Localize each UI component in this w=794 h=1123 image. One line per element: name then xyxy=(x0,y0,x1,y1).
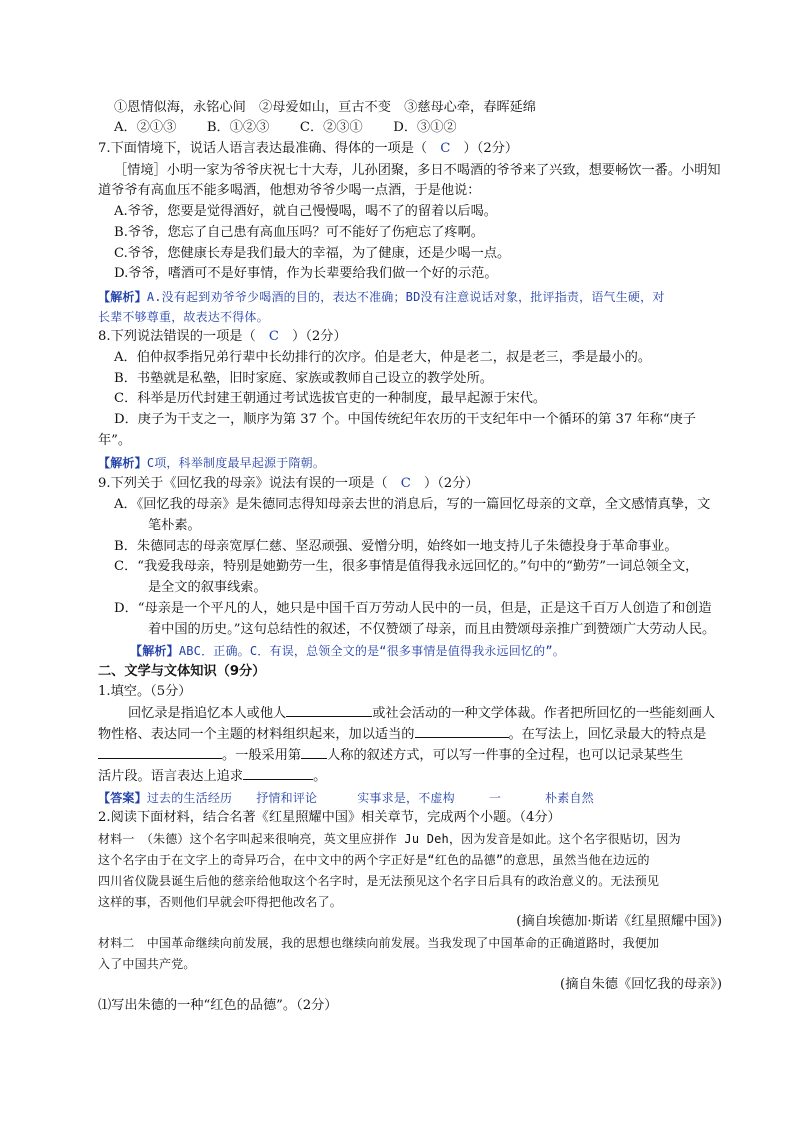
q7-stem xyxy=(98,139,738,159)
material-1-source: (摘自埃德加·斯诺《红星照耀中国》) xyxy=(516,914,722,929)
material-2-line-2: 入了中国共产党。 xyxy=(98,957,196,971)
q8-stem-post: ）（2分） xyxy=(278,329,347,344)
q7-stem-pre: 7.下面情境下，说话人语言表达最准确、得体的一项是（ xyxy=(98,141,441,156)
material-1-line-3: 四川省仪陇县诞生后他的慈亲给他取这个名字时，是无法预见这个名字日后具有的政治意义的。无法预见 xyxy=(98,874,660,888)
fill-para-line-2 xyxy=(98,724,738,745)
q9-stem-post: ）（2分） xyxy=(410,476,479,491)
q9-option-c-2: 是全文的叙事线索。 xyxy=(148,580,267,595)
q9-option-c-1: C．“我爱我母亲，特别是她勤劳一生，很多事情是值得我永远回忆的。”句中的“勤劳”一词总领全文， xyxy=(114,559,699,574)
fill-answer-3: 实事求是，不虚构 xyxy=(357,791,455,805)
fill-stem: 1.填空。（5分） xyxy=(98,684,192,699)
q9-answer: C xyxy=(400,476,411,491)
q9-analysis xyxy=(130,641,770,661)
q9-option-a-2: 笔朴素。 xyxy=(148,518,201,533)
fill-para-line-4 xyxy=(98,766,738,787)
material-1-line-4: 这样的事，否则他们早就会吓得把他改名了。 xyxy=(98,895,343,909)
fill-blank-3[interactable] xyxy=(98,745,222,759)
q8-option-b: B．书塾就是私塾，旧时家庭、家族或教师自己设立的教学处所。 xyxy=(114,371,493,386)
section-2-title: 二、文学与文体知识（9分） xyxy=(98,664,266,679)
q7-situation-2: 道爷爷有高血压不能多喝酒，他想劝爷爷少喝一点酒，于是他说： xyxy=(98,183,481,198)
q7-analysis-text-2: 长辈不够尊重，故表达不得体。 xyxy=(98,310,269,324)
q7-analysis-label: 【解析】 xyxy=(98,290,147,304)
material-1-line-2: 这个名字由于在文字上的奇异巧合，在中文中的两个字正好是“红色的品德”的意思，虽然当他在边远的 xyxy=(98,853,650,867)
fill-text-4a: 活片段。语言表达上追求 xyxy=(98,769,244,784)
material-2-source: (摘自朱德《回忆我的母亲》) xyxy=(560,977,722,992)
q7-option-a: A.爷爷，您要是觉得酒好，就自己慢慢喝，喝不了的留着以后喝。 xyxy=(114,204,497,219)
q9-option-d-2: 着中国的历史。”这句总结性的叙述，不仅赞颂了母亲，而且由赞颂母亲推广到赞颂广大劳动人民。 xyxy=(148,622,716,637)
q7-situation-1: ［情境］小明一家为爷爷庆祝七十大寿，儿孙团聚，多日不喝酒的爷爷来了兴致，想要畅饮一番。小明知 xyxy=(114,163,721,178)
fill-answer-1: 过去的生活经历 xyxy=(146,791,233,805)
q6-choices: A．②①③ B．①②③ C．②③① D．③①② xyxy=(114,120,457,135)
fill-answer-2: 抒情和评论 xyxy=(256,791,318,805)
reading-sub-question-1: ⑴写出朱德的一种“红色的品德”。（2分） xyxy=(98,998,338,1013)
fill-blank-4[interactable] xyxy=(301,745,327,759)
q8-option-d-2: 年”。 xyxy=(98,433,132,448)
q9-option-a-1: A．《回忆我的母亲》是朱德同志得知母亲去世的消息后，写的一篇回忆母亲的文章，全文感情真挚，文 xyxy=(114,497,711,512)
fill-answer-label: 【答案】 xyxy=(98,791,147,805)
q8-analysis-label: 【解析】 xyxy=(98,456,147,470)
fill-answer-4: 一 xyxy=(488,791,502,805)
q8-option-d-1: D．庚子为干支之一，顺序为第 37 个。中国传统纪年农历的干支纪年中一个循环的第 37 年称“庚子 xyxy=(114,412,696,427)
q9-stem xyxy=(98,474,738,494)
fill-para-line-3 xyxy=(98,745,738,766)
fill-blank-5[interactable] xyxy=(243,766,313,780)
fill-para-line-1 xyxy=(128,703,768,724)
q8-stem xyxy=(98,327,738,347)
fill-text-1b: 或社会活动的一种文学体裁。作者把所回忆的一些能刻画人 xyxy=(372,706,716,721)
q8-analysis-text: C项，科举制度最早起源于隋朝。 xyxy=(146,456,326,470)
q7-option-c: C.爷爷，您健康长寿是我们最大的幸福，为了健康，还是少喝一点。 xyxy=(114,246,511,261)
fill-text-2b: 。在写法上，回忆录最大的特点是 xyxy=(508,727,707,742)
fill-text-2a: 物性格、表达同一个主题的材料组织起来，加以适当的 xyxy=(98,727,415,742)
fill-text-3a: 。一般采用第 xyxy=(222,748,302,763)
reading-stem: 2.阅读下面材料，结合名著《红星照耀中国》相关章节，完成两个小题。（4分） xyxy=(98,810,561,825)
fill-answer-5: 朴素自然 xyxy=(545,791,594,805)
q9-option-d-1: D．“母亲是一个平凡的人，她只是中国千百万劳动人民中的一员，但是，正是这千百万人创造了和创造 xyxy=(114,601,712,616)
fill-blank-2[interactable] xyxy=(415,724,509,738)
q9-analysis-label: 【解析】 xyxy=(130,644,179,658)
q9-option-b: B．朱德同志的母亲宽厚仁慈、坚忍顽强、爱憎分明，始终如一地支持儿子朱德投身于革命事业。 xyxy=(114,539,678,554)
q8-answer: C xyxy=(268,329,279,344)
fill-text-3b: 人称的叙述方式，可以写一件事的全过程，也可以记录某些生 xyxy=(327,748,684,763)
q9-stem-pre: 9.下列关于《回忆我的母亲》说法有误的一项是（ xyxy=(98,476,401,491)
q8-analysis xyxy=(98,453,738,473)
material-1-line-1: 材料一 （朱德）这个名字叫起来很响亮，英文里应拼作 Ju Deh，因为发音是如此。这个名字很贴切，因为 xyxy=(98,832,681,846)
q7-analysis xyxy=(98,287,738,307)
material-2-line-1: 材料二 中国革命继续向前发展，我的思想也继续向前发展。当我发现了中国革命的正确道路时，我便加 xyxy=(98,936,660,950)
q8-stem-pre: 8.下列说法错误的一项是（ xyxy=(98,329,269,344)
q7-option-d: D.爷爷，嗜酒可不是好事情，作为长辈要给我们做一个好的示范。 xyxy=(114,266,498,281)
q6-option-line: ①恩情似海，永铭心间 ②母爱如山，亘古不变 ③慈母心牵，春晖延绵 xyxy=(114,100,536,115)
fill-text-4b: 。 xyxy=(313,769,327,784)
q7-stem-post: ）（2分） xyxy=(450,141,519,156)
q8-option-a: A．伯仲叔季指兄弟行辈中长幼排行的次序。伯是老大，仲是老二，叔是老三，季是最小的。 xyxy=(114,350,652,365)
fill-text-1a: 回忆录是指追忆本人或他人 xyxy=(128,706,287,721)
fill-blank-1[interactable] xyxy=(286,703,372,717)
q7-option-b: B.爷爷，您忘了自己患有高血压吗？可不能好了伤疤忘了疼啊。 xyxy=(114,225,484,240)
q7-answer: C xyxy=(440,141,451,156)
q9-analysis-text: ABC．正确。C．有误，总领全文的是“很多事情是值得我永远回忆的”。 xyxy=(178,644,565,658)
fill-answer xyxy=(98,788,738,808)
q7-analysis-text-1: A.没有起到劝爷爷少喝酒的目的，表达不准确；BD没有注意说话对象，批评指责，语气生硬，对 xyxy=(146,290,665,304)
q8-option-c: C．科举是历代封建王朝通过考试选拔官吏的一种制度，最早起源于宋代。 xyxy=(114,391,547,406)
